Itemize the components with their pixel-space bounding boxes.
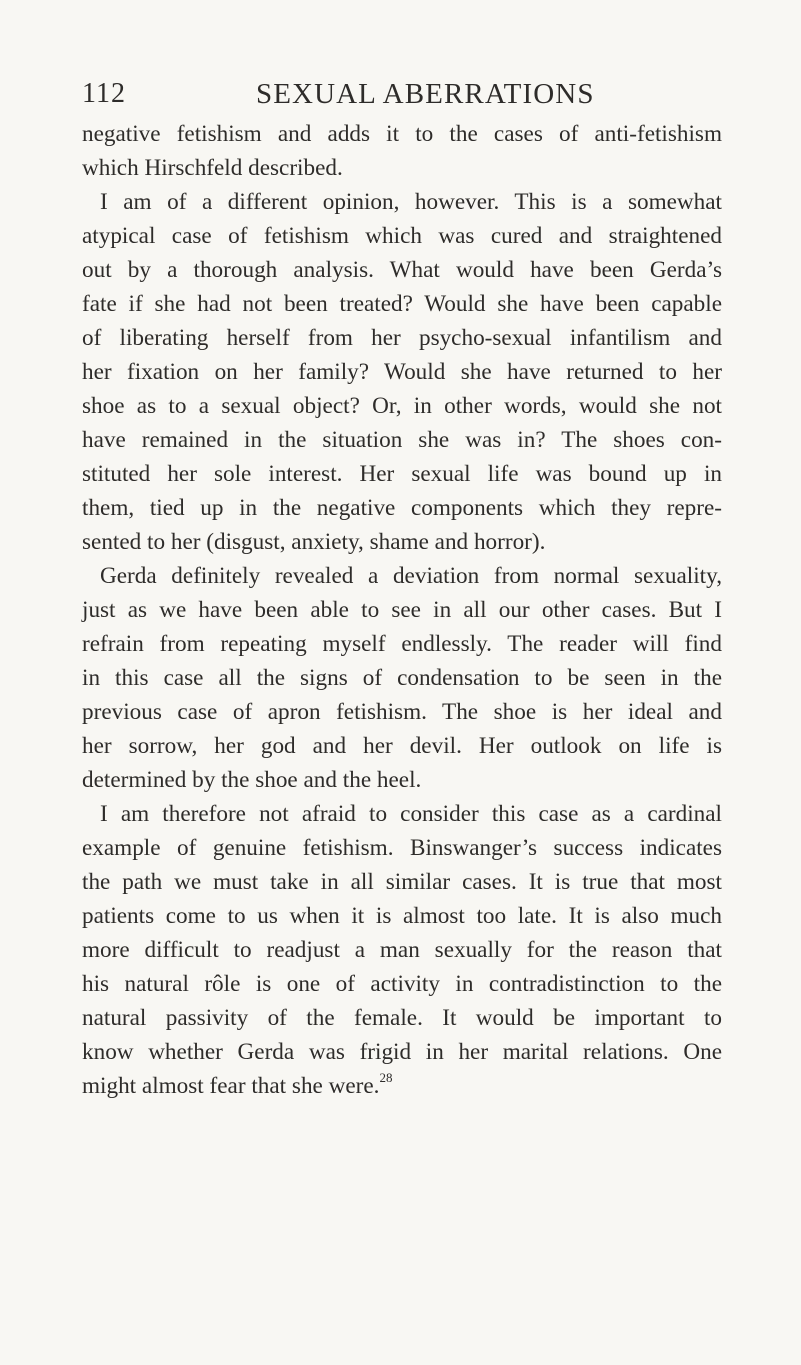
text-line: fate if she had not been treated? Would she have been capable xyxy=(82,291,722,317)
text-line: sented to her (disgust, anxiety, shame and horror). xyxy=(82,529,546,555)
text-line: his natural rôle is one of activity in contradistinction to the xyxy=(82,971,722,997)
page-number: 112 xyxy=(82,78,126,109)
text-line: just as we have been able to see in all our other cases. But I xyxy=(82,597,722,623)
text-line: example of genuine fetishism. Binswanger’s success indicates xyxy=(82,835,722,861)
text-line: know whether Gerda was frigid in her marital relations. One xyxy=(82,1039,722,1065)
footnote-reference: 28 xyxy=(379,1070,393,1086)
text-line: determined by the shoe and the heel. xyxy=(82,767,422,793)
text-line: out by a thorough analysis. What would have been Gerda’s xyxy=(82,257,722,283)
final-sentence: might almost fear that she were. xyxy=(82,1073,380,1099)
text-line: refrain from repeating myself endlessly. The reader will find xyxy=(82,631,722,657)
body-text xyxy=(82,117,722,1103)
text-line: her fixation on her family? Would she have returned to her xyxy=(82,359,722,385)
text-line: in this case all the signs of condensation to be seen in the xyxy=(82,665,722,691)
text-line: I am therefore not afraid to consider this case as a cardinal xyxy=(100,801,722,827)
text-line: which Hirschfeld described. xyxy=(82,155,343,181)
text-line: previous case of apron fetishism. The shoe is her ideal and xyxy=(82,699,722,725)
text-line: negative fetishism and adds it to the cases of anti-fetishism xyxy=(82,121,722,147)
text-line: more difficult to readjust a man sexually for the reason that xyxy=(82,937,722,963)
text-line: the path we must take in all similar cases. It is true that most xyxy=(82,869,722,895)
text-line: her sorrow, her god and her devil. Her outlook on life is xyxy=(82,733,722,759)
text-line: shoe as to a sexual object? Or, in other words, would she not xyxy=(82,393,722,419)
running-head xyxy=(0,74,801,114)
running-title: SEXUAL ABERRATIONS xyxy=(256,78,595,110)
text-line-final xyxy=(82,1069,722,1103)
text-line: I am of a different opinion, however. This is a somewhat xyxy=(100,189,722,215)
text-line: of liberating herself from her psycho-sexual infantilism and xyxy=(82,325,722,351)
text-line: have remained in the situation she was in? The shoes con- xyxy=(82,427,722,453)
text-line: stituted her sole interest. Her sexual life was bound up in xyxy=(82,461,722,487)
text-line: them, tied up in the negative components which they repre- xyxy=(82,495,722,521)
text-line: natural passivity of the female. It would be important to xyxy=(82,1005,722,1031)
text-line: atypical case of fetishism which was cured and straightened xyxy=(82,223,722,249)
text-line: Gerda definitely revealed a deviation from normal sexuality, xyxy=(100,563,722,589)
text-line: patients come to us when it is almost too late. It is also much xyxy=(82,903,722,929)
